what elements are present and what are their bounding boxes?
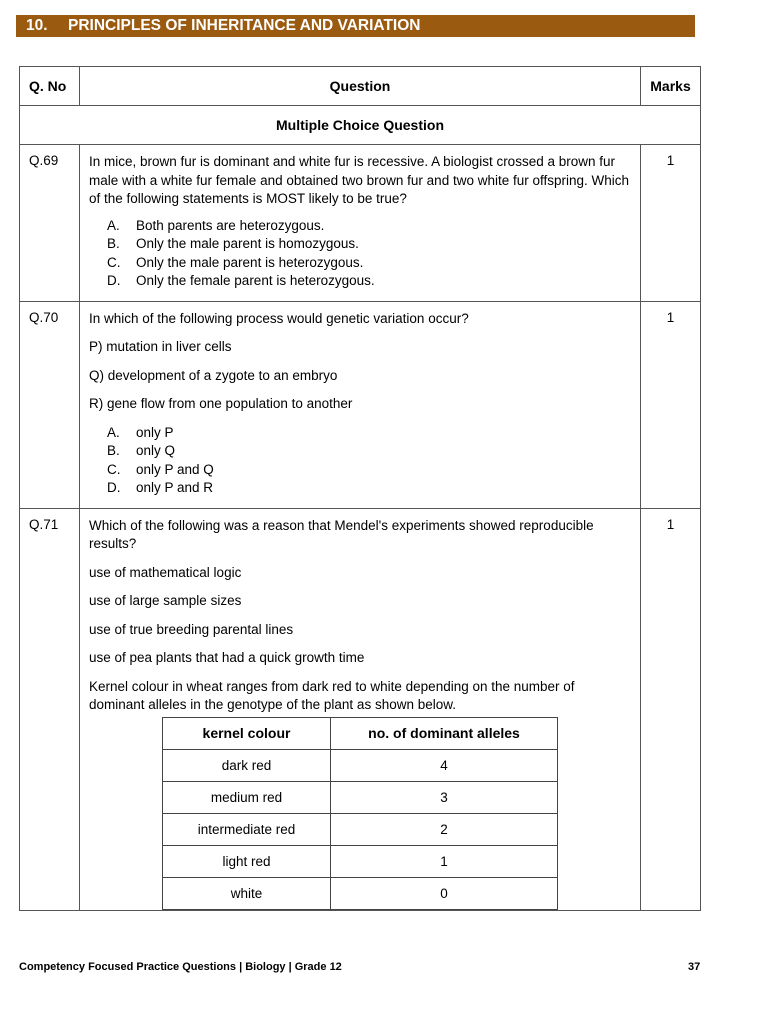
question-marks: 1 bbox=[641, 301, 701, 508]
question-number: Q.70 bbox=[20, 301, 80, 508]
question-row bbox=[20, 301, 701, 508]
kernel-alleles-cell: 0 bbox=[331, 877, 558, 909]
question-row bbox=[20, 508, 701, 910]
questions-table bbox=[19, 66, 701, 911]
statement: use of pea plants that had a quick growth time bbox=[89, 650, 365, 665]
statement: use of mathematical logic bbox=[89, 564, 242, 580]
statement: use of large sample sizes bbox=[89, 593, 242, 608]
option-item bbox=[89, 254, 632, 273]
option-text: only Q bbox=[136, 443, 176, 458]
option-item bbox=[89, 461, 632, 480]
question-body bbox=[80, 145, 641, 302]
question-extra-text: Kernel colour in wheat ranges from dark red to white depending on the number of dominant alleles in the genotype of the plant as shown below. bbox=[89, 678, 575, 712]
kernel-table-row bbox=[163, 781, 558, 813]
option-text: Only the female parent is heterozygous. bbox=[136, 273, 375, 288]
option-letter: A. bbox=[107, 217, 120, 233]
option-item bbox=[89, 442, 632, 461]
header-question: Question bbox=[80, 67, 641, 106]
option-text: only P bbox=[136, 424, 174, 440]
question-marks: 1 bbox=[641, 508, 701, 910]
question-marks: 1 bbox=[641, 145, 701, 302]
question-stem: Which of the following was a reason that Mendel's experiments showed reproducible results? bbox=[89, 517, 594, 551]
kernel-alleles-cell: 1 bbox=[331, 845, 558, 877]
kernel-colour-cell: dark red bbox=[163, 749, 331, 781]
kernel-table-header bbox=[163, 717, 558, 749]
statement: R) gene flow from one population to another bbox=[89, 396, 353, 411]
statement: Q) development of a zygote to an embryo bbox=[89, 367, 338, 383]
option-letter: A. bbox=[107, 424, 120, 440]
question-number: Q.71 bbox=[20, 508, 80, 910]
section-title: Multiple Choice Question bbox=[20, 106, 701, 145]
chapter-title: PRINCIPLES OF INHERITANCE AND VARIATION bbox=[68, 17, 421, 34]
kernel-table-row bbox=[163, 749, 558, 781]
kernel-colour-cell: medium red bbox=[163, 781, 331, 813]
statement: use of true breeding parental lines bbox=[89, 621, 294, 637]
option-text: only P and Q bbox=[136, 461, 214, 477]
kernel-alleles-cell: 4 bbox=[331, 749, 558, 781]
option-letter: B. bbox=[107, 443, 120, 458]
kernel-table-row bbox=[163, 845, 558, 877]
question-body bbox=[80, 508, 641, 910]
header-qno: Q. No bbox=[20, 67, 80, 106]
header-marks: Marks bbox=[641, 67, 701, 106]
kernel-colour-table bbox=[162, 717, 558, 910]
kernel-header-colour: kernel colour bbox=[163, 717, 331, 749]
table-header-row bbox=[20, 67, 701, 106]
section-row bbox=[20, 106, 701, 145]
option-text: Only the male parent is homozygous. bbox=[136, 236, 359, 251]
kernel-colour-cell: white bbox=[163, 877, 331, 909]
question-body bbox=[80, 301, 641, 508]
option-text: only P and R bbox=[136, 480, 214, 495]
option-letter: B. bbox=[107, 236, 120, 251]
option-letter: C. bbox=[107, 254, 121, 270]
statement: P) mutation in liver cells bbox=[89, 339, 232, 354]
option-text: Both parents are heterozygous. bbox=[136, 217, 325, 233]
chapter-heading bbox=[16, 15, 695, 37]
question-row bbox=[20, 145, 701, 302]
option-item bbox=[89, 235, 632, 254]
option-item bbox=[89, 272, 632, 291]
kernel-header-alleles: no. of dominant alleles bbox=[331, 717, 558, 749]
kernel-alleles-cell: 2 bbox=[331, 813, 558, 845]
question-stem: In which of the following process would genetic variation occur? bbox=[89, 310, 469, 326]
kernel-alleles-cell: 3 bbox=[331, 781, 558, 813]
option-letter: D. bbox=[107, 480, 121, 495]
options-list bbox=[89, 424, 632, 498]
kernel-colour-cell: intermediate red bbox=[163, 813, 331, 845]
chapter-number: 10. bbox=[26, 17, 48, 34]
option-item bbox=[89, 479, 632, 498]
option-letter: C. bbox=[107, 461, 121, 477]
page-number: 37 bbox=[688, 961, 701, 973]
option-text: Only the male parent is heterozygous. bbox=[136, 254, 364, 270]
question-stem: In mice, brown fur is dominant and white fur is recessive. A biologist crossed a brown fur male with a white fur female and obtained two brown fur and two white fur offspring. Which of the following statements is MOST likely to be true? bbox=[89, 154, 630, 206]
question-number: Q.69 bbox=[20, 145, 80, 302]
kernel-table-row bbox=[163, 813, 558, 845]
kernel-colour-cell: light red bbox=[163, 845, 331, 877]
footer-text: Competency Focused Practice Questions | Biology | Grade 12 bbox=[19, 961, 342, 973]
option-letter: D. bbox=[107, 273, 121, 288]
kernel-table-row bbox=[163, 877, 558, 909]
option-item bbox=[89, 424, 632, 443]
option-item bbox=[89, 217, 632, 236]
options-list bbox=[89, 217, 632, 291]
